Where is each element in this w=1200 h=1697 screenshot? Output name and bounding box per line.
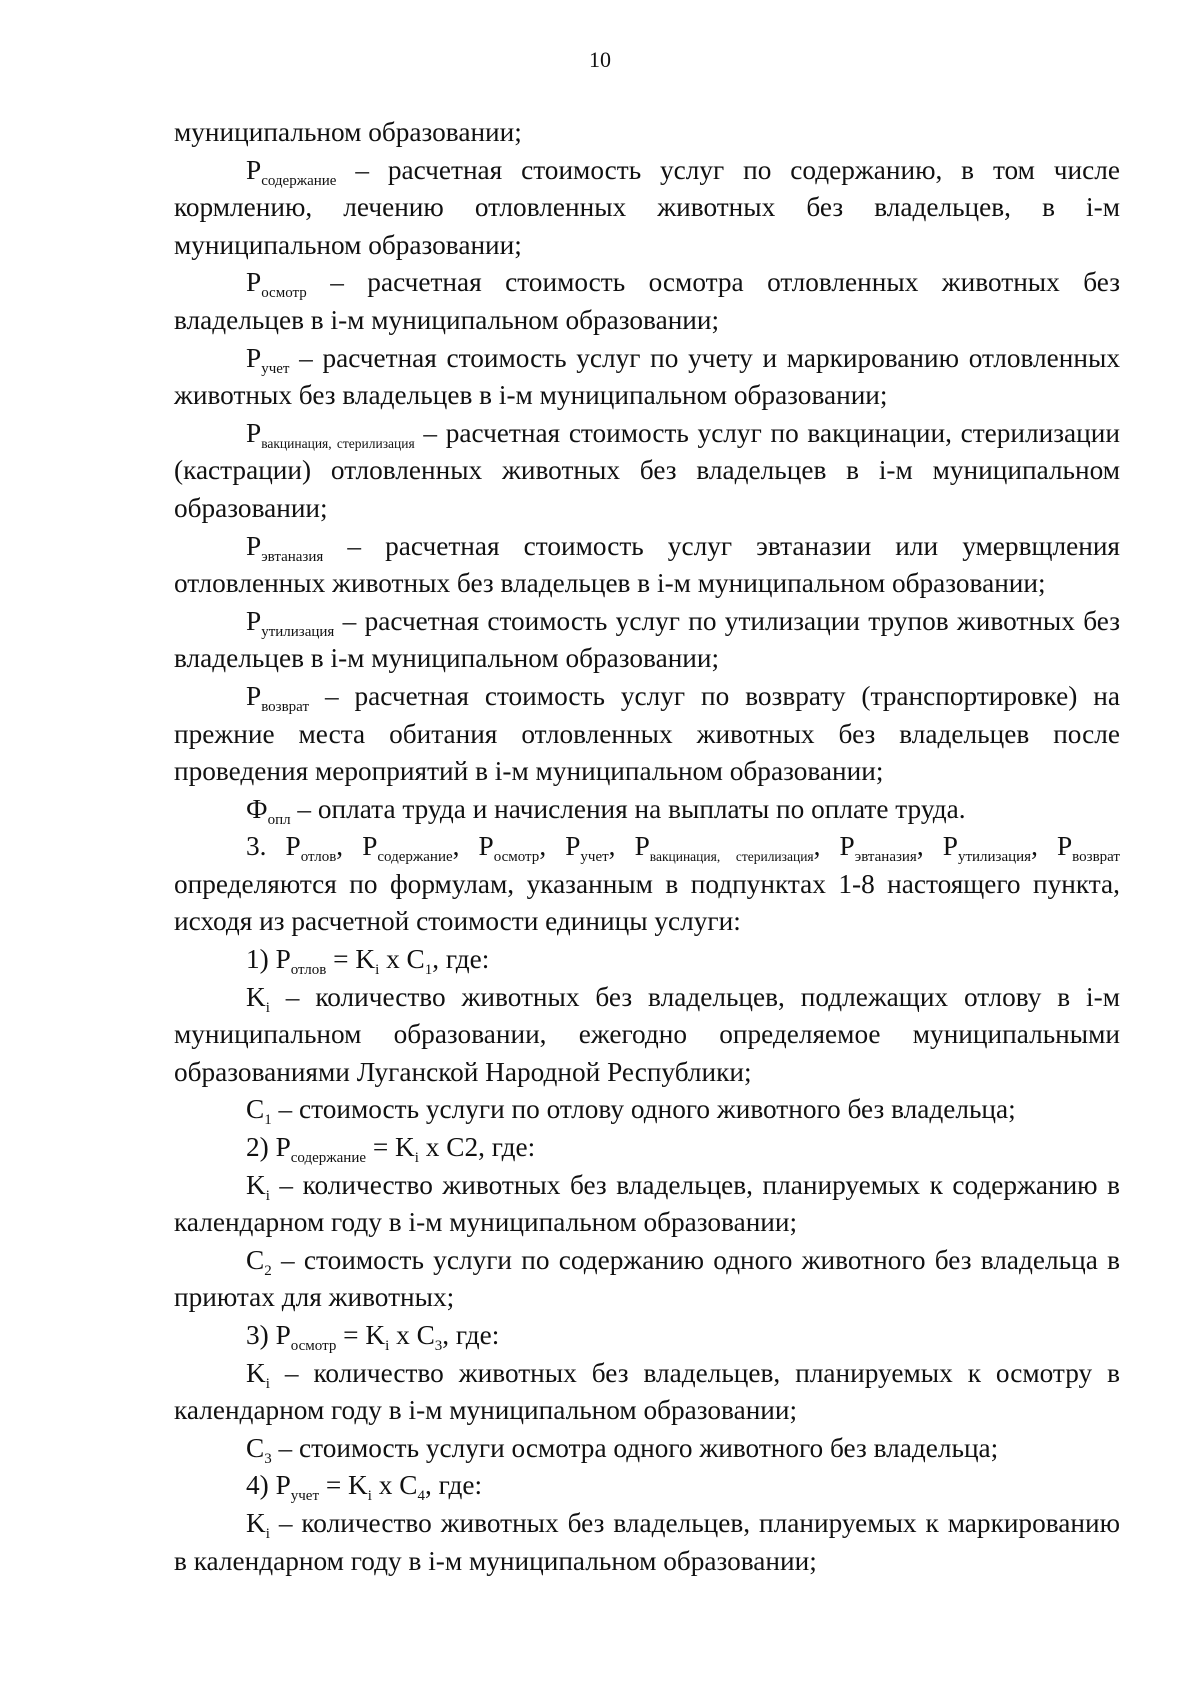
formula-2-ki: $K_i$ – количество животных без владельцев, планируемых к содержанию в календарном году в i-м муниципальном образовании; bbox=[174, 1169, 1120, 1238]
formula-1-ki: $K_i$ – количество животных без владельцев, подлежащих отлову в i-м муниципальном образовании, ежегодно определяемое муниципальными образованиями Луганской Народной Республики; bbox=[174, 981, 1120, 1087]
formula-2: 2) $Р_{содержание} = K_i$ х C2, где: bbox=[246, 1132, 536, 1167]
subscript: вакцинация, стерилизация bbox=[261, 435, 415, 451]
subscript: утилизация bbox=[261, 623, 335, 640]
formula-3-ki: $K_i$ – количество животных без владельцев, планируемых к осмотру в календарном году в i-м муниципальном образовании; bbox=[174, 1357, 1120, 1426]
formula-4-ki: $K_i$ – количество животных без владельцев, планируемых к маркированию в календарном году в i-м муниципальном образовании; bbox=[174, 1507, 1120, 1576]
definition-f-opl: $Ф_{опл}$ – оплата труда и начисления на выплаты по оплате труда. bbox=[246, 793, 966, 828]
paragraph-continuation: муниципальном образовании; bbox=[174, 117, 522, 147]
subscript: осмотр bbox=[261, 285, 307, 302]
definition-p-uchet: $Р_{учет}$ – расчетная стоимость услуг по учету и маркированию отловленных животных без владельцев в i-м муниципальном образовании; bbox=[174, 342, 1120, 411]
formula-1-c1: $C_1$ – стоимость услуги по отлову одного животного без владельца; bbox=[246, 1094, 1016, 1129]
formula-2-c2: $C_2$ – стоимость услуги по содержанию одного животного без владельца в приютах для животных; bbox=[174, 1244, 1120, 1313]
definition-p-vozvrat: $Р_{возврат}$ – расчетная стоимость услуг по возврату (транспортировке) на прежние места обитания отловленных животных без владельцев после проведения мероприятий в i-м муниципальном образовании; bbox=[174, 680, 1120, 787]
definition-p-osmotr: $Р_{осмотр}$ – расчетная стоимость осмотра отловленных животных без владельцев в i-м муниципальном образовании; bbox=[174, 267, 1120, 335]
definition-p-utilizaciya: $Р_{утилизация}$ – расчетная стоимость услуг по утилизации трупов животных без владельцев в i-м муниципальном образовании; bbox=[174, 605, 1120, 674]
formula-3-c3: $C_3$ – стоимость услуги осмотра одного животного без владельца; bbox=[246, 1432, 999, 1467]
subscript: опл bbox=[267, 811, 291, 828]
subscript: эвтаназия bbox=[261, 548, 324, 565]
formula-1: 1) $Р_{отлов} = K_i$ х $C_1$, где: bbox=[246, 944, 490, 979]
subscript: учет bbox=[261, 360, 290, 377]
clause-3: 3. $Р_{отлов}$, $Р_{содержание}$, $Р_{осмотр}$, $Р_{учет}$, $Р_{вакцинация, стерилизация}$, $Р_{эвтаназия}$, $Р_{утилизация}$, $Р_{возврат}$ определяются по формулам, указанным в подпунктах 1-8 настоящего пункта, исходя из расчетной стоимости единицы услуги: bbox=[174, 831, 1120, 937]
definition-p-vakcinaciya: $Р_{вакцинация, стерилизация}$ – расчетная стоимость услуг по вакцинации, стерилизации (кастрации) отловленных животных без владельцев в i-м муниципальном образовании; bbox=[174, 417, 1120, 523]
page-number: 10 bbox=[589, 47, 611, 72]
document-body bbox=[174, 114, 1120, 1580]
definition-p-evtanaziya: $Р_{эвтаназия}$ – расчетная стоимость услуг эвтаназии или умервщления отловленных животных без владельцев в i-м муниципальном образовании; bbox=[174, 530, 1120, 599]
formula-4: 4) $Р_{учет} = K_i$ х $C_4$, где: bbox=[246, 1470, 483, 1505]
definition-p-soderzhanie: $Р_{содержание}$ – расчетная стоимость услуг по содержанию, в том числе кормлению, лечению отловленных животных без владельцев, в i-м муниципальном образовании; bbox=[174, 154, 1120, 260]
subscript: возврат bbox=[261, 698, 309, 715]
subscript: содержание bbox=[261, 172, 337, 189]
formula-3: 3) $Р_{осмотр} = K_i$ х $C_3$, где: bbox=[246, 1320, 500, 1354]
